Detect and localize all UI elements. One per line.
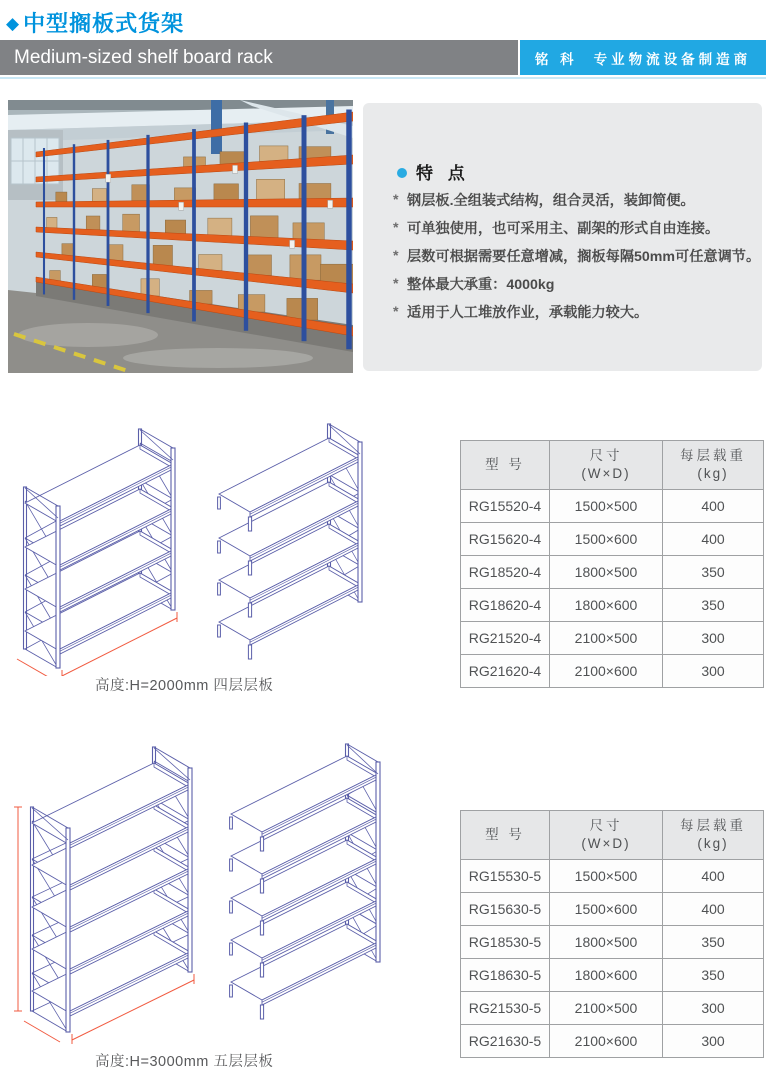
table-row: [461, 622, 764, 655]
model-cell: RG15520-4: [461, 490, 550, 523]
table-row: [461, 926, 764, 959]
subtitle-bar: [0, 40, 518, 75]
rack-drawing-4-layer: [0, 418, 460, 676]
feature-text: 层数可根据需要任意增减，搁板每隔50mm可任意调节。: [407, 249, 761, 265]
feature-text: 适用于人工堆放作业，承载能力较大。: [407, 305, 649, 321]
table-row: [461, 959, 764, 992]
column-header: 每层载重 (kg): [663, 441, 764, 490]
sub-rack-drawing: [218, 424, 362, 659]
load-cell: 300: [663, 992, 764, 1025]
feature-item: [393, 215, 753, 243]
table-row: [461, 655, 764, 688]
model-cell: RG21630-5: [461, 1025, 550, 1058]
size-cell: 1500×600: [550, 523, 663, 556]
spec-table-5-layer: [460, 810, 764, 1058]
size-cell: 1500×600: [550, 893, 663, 926]
table-header-row: [461, 441, 764, 490]
table-row: [461, 523, 764, 556]
table-row: [461, 893, 764, 926]
load-cell: 300: [663, 655, 764, 688]
asterisk-bullet-icon: *: [393, 192, 399, 208]
table-row: [461, 556, 764, 589]
asterisk-bullet-icon: *: [393, 276, 399, 292]
brand-banner: [520, 40, 766, 75]
diamond-icon: ◆: [6, 14, 20, 33]
brand-tagline: 专业物流设备制造商: [593, 51, 752, 67]
table-row: [461, 589, 764, 622]
model-cell: RG15620-4: [461, 523, 550, 556]
load-cell: 300: [663, 1025, 764, 1058]
size-cell: 1500×500: [550, 490, 663, 523]
size-cell: 2100×600: [550, 655, 663, 688]
page-title-text: 中型搁板式货架: [23, 11, 185, 36]
spec-table-grid: [460, 810, 764, 1058]
load-cell: 400: [663, 860, 764, 893]
page-title: [6, 7, 184, 38]
divider-rule: [0, 77, 766, 79]
size-cell: 2100×500: [550, 622, 663, 655]
size-cell: 2100×500: [550, 992, 663, 1025]
features-panel: [363, 103, 762, 371]
model-cell: RG21520-4: [461, 622, 550, 655]
size-cell: 1500×500: [550, 860, 663, 893]
size-cell: 1800×600: [550, 589, 663, 622]
spec-table-grid: [460, 440, 764, 688]
feature-text: 可单独使用，也可采用主、副架的形式自由连接。: [407, 221, 720, 237]
load-cell: 350: [663, 556, 764, 589]
table-row: [461, 992, 764, 1025]
feature-item: [393, 243, 761, 271]
model-cell: RG18630-5: [461, 959, 550, 992]
drawing-caption-5-layer: 高度:H=3000mm 五层层板: [95, 1054, 274, 1070]
load-cell: 350: [663, 959, 764, 992]
column-header: 型 号: [461, 441, 550, 490]
main-rack-drawing: [14, 747, 194, 1044]
model-cell: RG21620-4: [461, 655, 550, 688]
sub-rack-drawing: [230, 744, 380, 1019]
table-row: [461, 1025, 764, 1058]
size-cell: 2100×600: [550, 1025, 663, 1058]
asterisk-bullet-icon: *: [393, 220, 399, 236]
load-cell: 350: [663, 926, 764, 959]
model-cell: RG18520-4: [461, 556, 550, 589]
asterisk-bullet-icon: *: [393, 304, 399, 320]
load-cell: 350: [663, 589, 764, 622]
warehouse-photo: [8, 100, 353, 373]
drawing-caption-4-layer: 高度:H=2000mm 四层层板: [95, 678, 274, 694]
load-cell: 400: [663, 523, 764, 556]
asterisk-bullet-icon: *: [393, 248, 399, 264]
load-cell: 300: [663, 622, 764, 655]
main-rack-drawing: [17, 429, 177, 676]
rack-drawing-5-layer: [0, 732, 460, 1047]
table-row: [461, 490, 764, 523]
column-header: 型 号: [461, 811, 550, 860]
feature-text: 整体最大承重：4000kg: [407, 277, 555, 293]
spec-table-4-layer: [460, 440, 764, 688]
feature-item: [393, 271, 753, 299]
column-header: 尺寸 (W×D): [550, 811, 663, 860]
load-cell: 400: [663, 490, 764, 523]
subtitle-text: Medium-sized shelf board rack: [14, 47, 273, 68]
load-cell: 400: [663, 893, 764, 926]
column-header: 尺寸 (W×D): [550, 441, 663, 490]
features-heading: [397, 159, 470, 184]
model-cell: RG21530-5: [461, 992, 550, 1025]
model-cell: RG18620-4: [461, 589, 550, 622]
size-cell: 1800×500: [550, 556, 663, 589]
brand-name: 铭 科: [534, 51, 578, 67]
features-heading-text: 特 点: [416, 164, 470, 183]
table-header-row: [461, 811, 764, 860]
bullet-dot-icon: [397, 168, 407, 178]
model-cell: RG15530-5: [461, 860, 550, 893]
model-cell: RG15630-5: [461, 893, 550, 926]
size-cell: 1800×500: [550, 926, 663, 959]
column-header: 每层载重 (kg): [663, 811, 764, 860]
table-row: [461, 860, 764, 893]
features-list: [393, 187, 761, 327]
model-cell: RG18530-5: [461, 926, 550, 959]
feature-item: [393, 187, 753, 215]
feature-text: 钢层板.全组装式结构，组合灵活，装卸简便。: [407, 193, 695, 209]
feature-item: [393, 299, 753, 327]
size-cell: 1800×600: [550, 959, 663, 992]
